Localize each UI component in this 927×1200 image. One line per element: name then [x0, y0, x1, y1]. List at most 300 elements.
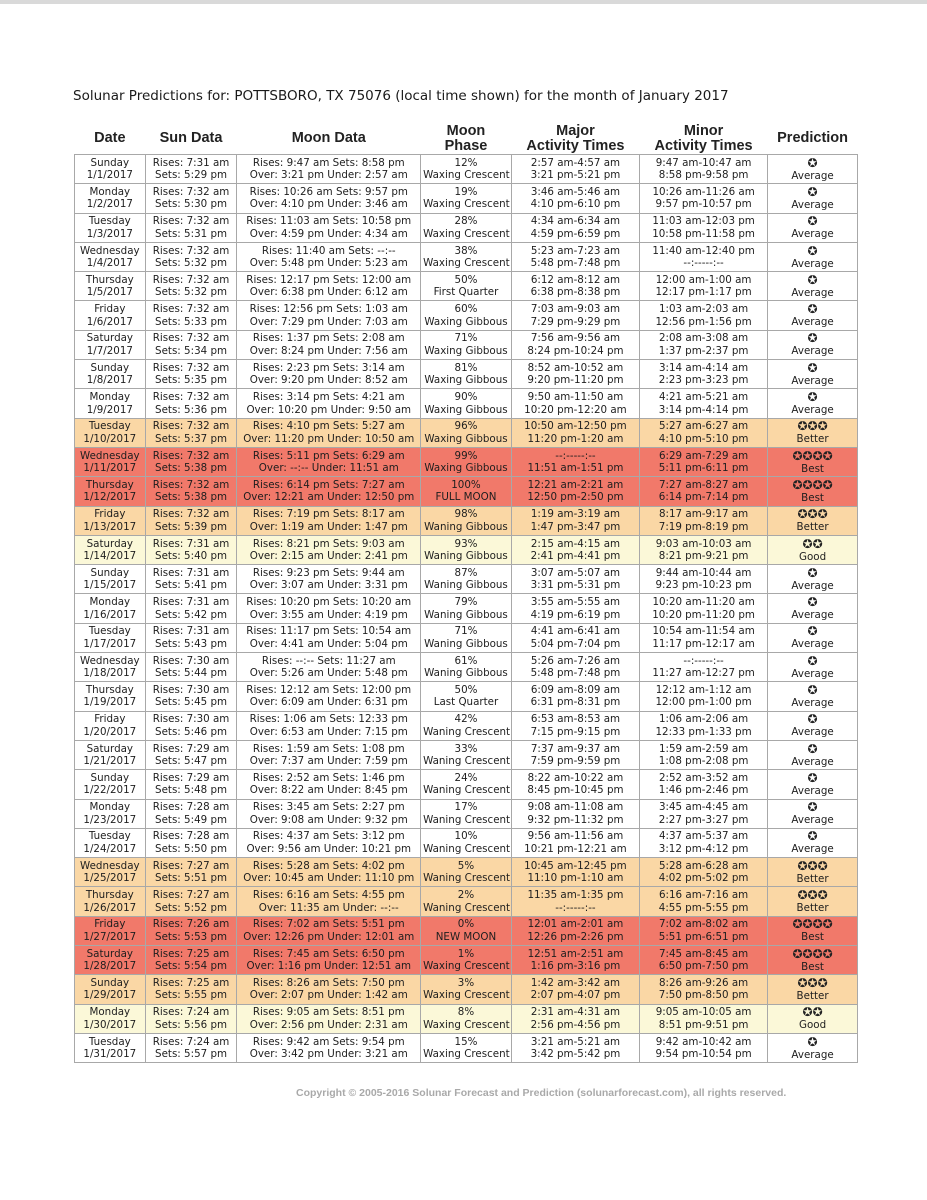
moon-phase: Waxing Crescent — [423, 198, 510, 211]
date: 1/23/2017 — [83, 813, 137, 826]
minor-time-1: 10:54 am-11:54 am — [652, 625, 755, 638]
major-cell — [511, 916, 639, 945]
phase-cell — [421, 682, 512, 711]
moon-rise-set: Rises: 1:59 am Sets: 1:08 pm — [252, 742, 405, 755]
rating-stars-icon: ✪ — [807, 653, 818, 668]
sunrise: Rises: 7:32 am — [152, 361, 230, 374]
moon-phase: Waxing Crescent — [423, 989, 510, 1002]
sunset: Sets: 5:54 pm — [155, 960, 228, 973]
sunrise: Rises: 7:24 am — [152, 1006, 230, 1019]
page-title: Solunar Predictions for: POTTSBORO, TX 75076 (local time shown) for the month of January 2017 — [73, 88, 729, 104]
phase-cell — [421, 360, 512, 389]
moon-cell — [237, 623, 421, 652]
moon-rise-set: Rises: 5:11 pm Sets: 6:29 am — [252, 449, 405, 462]
day-of-week: Sunday — [90, 156, 130, 169]
minor-time-2: 2:27 pm-3:27 pm — [658, 813, 749, 826]
moon-rise-set: Rises: 2:52 am Sets: 1:46 pm — [252, 771, 405, 784]
day-cell — [75, 272, 146, 301]
major-time-1: 7:03 am-9:03 am — [530, 303, 621, 316]
day-cell — [75, 477, 146, 506]
major-time-2: 7:29 pm-9:29 pm — [530, 315, 621, 328]
date: 1/22/2017 — [83, 784, 137, 797]
prediction-cell — [768, 711, 858, 740]
moon-cell — [237, 711, 421, 740]
phase-cell — [421, 594, 512, 623]
minor-time-1: 9:42 am-10:42 am — [655, 1035, 752, 1048]
rating-label: Average — [791, 198, 834, 211]
major-cell — [511, 623, 639, 652]
moon-illumination: 50% — [454, 273, 478, 286]
minor-time-1: 7:45 am-8:45 am — [658, 947, 749, 960]
moon-phase: Waxing Gibbous — [424, 403, 508, 416]
prediction-cell — [768, 242, 858, 271]
sunset: Sets: 5:53 pm — [155, 930, 228, 943]
phase-cell — [421, 946, 512, 975]
rating-label: Best — [801, 960, 824, 973]
sun-cell — [145, 360, 237, 389]
rating-stars-icon: ✪✪✪✪ — [792, 917, 833, 932]
moon-rise-set: Rises: 7:02 am Sets: 5:51 pm — [252, 918, 405, 931]
sunrise: Rises: 7:26 am — [152, 918, 230, 931]
major-time-1: 4:34 am-6:34 am — [530, 215, 621, 228]
rating-stars-icon: ✪ — [807, 741, 818, 756]
rating-stars-icon: ✪✪ — [802, 536, 823, 551]
prediction-cell — [768, 682, 858, 711]
moon-phase: Waning Gibbous — [424, 550, 508, 562]
phase-cell — [421, 301, 512, 330]
day-cell — [75, 653, 146, 682]
prediction-cell — [768, 330, 858, 359]
moon-over-under: Over: 8:22 am Under: 8:45 pm — [249, 784, 408, 797]
major-cell — [511, 565, 639, 594]
minor-time-2: 9:57 pm-10:57 pm — [655, 198, 752, 211]
moon-over-under: Over: 2:15 am Under: 2:41 pm — [249, 550, 408, 562]
day-of-week: Sunday — [90, 361, 130, 374]
phase-cell — [421, 799, 512, 828]
minor-time-2: 7:50 pm-8:50 pm — [658, 989, 749, 1002]
sun-cell — [145, 682, 237, 711]
rating-stars-icon: ✪✪✪✪ — [792, 946, 833, 961]
major-cell — [511, 213, 639, 242]
major-time-2: 3:42 pm-5:42 pm — [530, 1048, 621, 1061]
moon-rise-set: Rises: 12:17 pm Sets: 12:00 am — [246, 273, 412, 286]
minor-time-2: 3:14 pm-4:14 pm — [658, 403, 749, 416]
day-of-week: Wednesday — [80, 449, 140, 462]
header-moon-data: Moon Data — [291, 129, 366, 146]
sunrise: Rises: 7:29 am — [152, 771, 230, 784]
moon-illumination: 8% — [457, 1006, 475, 1019]
rating-stars-icon: ✪✪✪ — [797, 888, 828, 903]
major-time-1: 2:57 am-4:57 am — [530, 156, 621, 169]
moon-over-under: Over: 9:08 am Under: 9:32 pm — [249, 813, 408, 826]
day-cell — [75, 535, 146, 564]
minor-time-1: 1:03 am-2:03 am — [658, 303, 749, 316]
rating-stars-icon: ✪ — [807, 829, 818, 844]
moon-over-under: Over: 2:56 pm Under: 2:31 am — [249, 1018, 408, 1031]
moon-over-under: Over: 3:07 am Under: 3:31 pm — [249, 579, 408, 592]
table-row — [75, 975, 858, 1004]
minor-time-2: 7:19 pm-8:19 pm — [658, 520, 749, 533]
major-time-1: 1:42 am-3:42 am — [530, 976, 621, 989]
rating-label: Average — [791, 1048, 834, 1061]
day-cell — [75, 1033, 146, 1062]
minor-time-2: 8:58 pm-9:58 pm — [658, 169, 749, 182]
header-date: Date — [94, 129, 126, 146]
minor-time-1: 8:26 am-9:26 am — [658, 976, 749, 989]
sunset: Sets: 5:38 pm — [155, 462, 228, 475]
table-row — [75, 682, 858, 711]
minor-cell — [640, 242, 768, 271]
prediction-cell — [768, 506, 858, 535]
header-major-line2: Activity Times — [526, 138, 625, 154]
moon-over-under: Over: 6:38 pm Under: 6:12 am — [249, 286, 408, 299]
sunset: Sets: 5:32 pm — [155, 257, 228, 270]
minor-time-1: 2:52 am-3:52 am — [658, 771, 749, 784]
date: 1/15/2017 — [83, 579, 137, 592]
major-time-1: 11:35 am-1:35 pm — [527, 889, 624, 902]
minor-time-2: 12:17 pm-1:17 pm — [655, 286, 752, 299]
minor-cell — [640, 213, 768, 242]
sunset: Sets: 5:41 pm — [155, 579, 228, 592]
moon-phase: Waning Crescent — [423, 784, 511, 797]
major-cell — [511, 477, 639, 506]
rating-stars-icon: ✪ — [807, 302, 818, 317]
sunset: Sets: 5:50 pm — [155, 842, 228, 855]
major-cell — [511, 242, 639, 271]
prediction-cell — [768, 623, 858, 652]
major-cell — [511, 975, 639, 1004]
table-row — [75, 242, 858, 271]
moon-phase: Waxing Gibbous — [424, 344, 508, 357]
moon-rise-set: Rises: 4:10 pm Sets: 5:27 am — [252, 420, 405, 433]
phase-cell — [421, 740, 512, 769]
major-time-1: 1:19 am-3:19 am — [530, 508, 621, 521]
major-cell — [511, 447, 639, 476]
minor-time-2: 5:11 pm-6:11 pm — [658, 462, 749, 475]
minor-cell — [640, 389, 768, 418]
major-cell — [511, 360, 639, 389]
moon-over-under: Over: 1:19 am Under: 1:47 pm — [249, 520, 408, 533]
rating-label: Average — [791, 814, 834, 827]
day-of-week: Tuesday — [88, 625, 131, 638]
date: 1/19/2017 — [83, 696, 137, 709]
phase-cell — [421, 623, 512, 652]
date: 1/31/2017 — [83, 1048, 137, 1061]
day-of-week: Tuesday — [88, 420, 131, 433]
moon-over-under: Over: 3:42 pm Under: 3:21 am — [249, 1048, 408, 1061]
moon-cell — [237, 740, 421, 769]
phase-cell — [421, 770, 512, 799]
minor-time-1: 8:17 am-9:17 am — [658, 508, 749, 521]
day-cell — [75, 155, 146, 184]
minor-time-1: --:-----:-- — [683, 654, 724, 667]
moon-rise-set: Rises: 9:23 pm Sets: 9:44 am — [252, 566, 405, 579]
minor-time-1: 5:27 am-6:27 am — [658, 420, 749, 433]
moon-cell — [237, 506, 421, 535]
day-of-week: Monday — [89, 1006, 131, 1019]
sunrise: Rises: 7:32 am — [152, 508, 230, 521]
major-cell — [511, 506, 639, 535]
sun-cell — [145, 565, 237, 594]
major-time-1: 12:51 am-2:51 am — [527, 947, 624, 960]
moon-over-under: Over: 3:21 pm Under: 2:57 am — [249, 169, 408, 182]
major-cell — [511, 770, 639, 799]
date: 1/4/2017 — [86, 257, 133, 270]
table-row — [75, 858, 858, 887]
sunrise: Rises: 7:28 am — [152, 830, 230, 843]
minor-time-2: 6:14 pm-7:14 pm — [658, 491, 749, 504]
sun-cell — [145, 535, 237, 564]
moon-illumination: 71% — [454, 625, 478, 638]
sunset: Sets: 5:56 pm — [155, 1018, 228, 1031]
date: 1/25/2017 — [83, 872, 137, 885]
sun-cell — [145, 155, 237, 184]
moon-illumination: 33% — [454, 742, 478, 755]
day-cell — [75, 711, 146, 740]
date: 1/17/2017 — [83, 637, 137, 650]
sun-cell — [145, 242, 237, 271]
day-cell — [75, 506, 146, 535]
minor-time-2: 1:37 pm-2:37 pm — [658, 344, 749, 357]
major-time-1: 9:50 am-11:50 am — [527, 391, 624, 404]
moon-cell — [237, 653, 421, 682]
rating-stars-icon: ✪ — [807, 682, 818, 697]
phase-cell — [421, 155, 512, 184]
sunset: Sets: 5:32 pm — [155, 286, 228, 299]
phase-cell — [421, 330, 512, 359]
moon-illumination: 90% — [454, 391, 478, 404]
rating-label: Average — [791, 169, 834, 182]
sunset: Sets: 5:30 pm — [155, 198, 228, 211]
moon-illumination: 99% — [454, 449, 478, 462]
major-time-1: 6:53 am-8:53 am — [530, 713, 621, 726]
moon-rise-set: Rises: 11:03 am Sets: 10:58 pm — [246, 215, 412, 228]
moon-illumination: 60% — [454, 303, 478, 316]
phase-cell — [421, 447, 512, 476]
major-time-2: 8:24 pm-10:24 pm — [527, 344, 624, 357]
minor-time-2: 2:23 pm-3:23 pm — [658, 374, 749, 387]
sun-cell — [145, 858, 237, 887]
day-cell — [75, 301, 146, 330]
phase-cell — [421, 418, 512, 447]
major-cell — [511, 418, 639, 447]
major-cell — [511, 946, 639, 975]
moon-phase: Waning Crescent — [423, 872, 511, 885]
sunrise: Rises: 7:30 am — [152, 713, 230, 726]
moon-phase: Waning Crescent — [423, 842, 511, 855]
phase-cell — [421, 184, 512, 213]
header-major-activity — [511, 118, 639, 155]
prediction-cell — [768, 360, 858, 389]
minor-time-1: 7:27 am-8:27 am — [658, 478, 749, 491]
sunset: Sets: 5:55 pm — [155, 989, 228, 1002]
rating-label: Average — [791, 638, 834, 651]
rating-label: Best — [801, 462, 824, 475]
sunset: Sets: 5:45 pm — [155, 696, 228, 709]
day-of-week: Tuesday — [88, 830, 131, 843]
minor-time-1: 5:28 am-6:28 am — [658, 859, 749, 872]
major-time-2: 7:15 pm-9:15 pm — [530, 725, 621, 738]
rating-label: Average — [791, 228, 834, 241]
minor-cell — [640, 682, 768, 711]
day-of-week: Monday — [89, 391, 131, 404]
header-moon-phase-line1: Moon — [446, 123, 486, 139]
moon-illumination: 15% — [454, 1035, 478, 1048]
sunrise: Rises: 7:31 am — [152, 625, 230, 638]
major-time-2: 7:59 pm-9:59 pm — [530, 755, 621, 768]
major-cell — [511, 1033, 639, 1062]
major-time-2: 6:38 pm-8:38 pm — [530, 286, 621, 299]
sun-cell — [145, 799, 237, 828]
moon-illumination: 12% — [454, 156, 478, 169]
rating-stars-icon: ✪ — [807, 243, 818, 258]
sunrise: Rises: 7:32 am — [152, 478, 230, 491]
moon-cell — [237, 184, 421, 213]
sun-cell — [145, 1004, 237, 1033]
header-minor-activity — [640, 118, 768, 155]
minor-time-1: 10:26 am-11:26 am — [652, 185, 755, 198]
moon-over-under: Over: 9:56 am Under: 10:21 pm — [246, 842, 412, 855]
day-of-week: Wednesday — [80, 244, 140, 257]
minor-time-2: 9:23 pm-10:23 pm — [655, 579, 752, 592]
header-minor-line2: Activity Times — [654, 138, 753, 154]
major-time-2: --:-----:-- — [555, 901, 596, 914]
table-row — [75, 506, 858, 535]
minor-cell — [640, 770, 768, 799]
minor-time-2: 11:27 am-12:27 pm — [652, 667, 755, 680]
minor-cell — [640, 535, 768, 564]
sunrise: Rises: 7:32 am — [152, 244, 230, 257]
table-row — [75, 1033, 858, 1062]
date: 1/29/2017 — [83, 989, 137, 1002]
rating-stars-icon: ✪ — [807, 390, 818, 405]
minor-cell — [640, 565, 768, 594]
moon-cell — [237, 477, 421, 506]
table-row — [75, 360, 858, 389]
moon-phase: Waning Crescent — [423, 901, 511, 914]
phase-cell — [421, 858, 512, 887]
moon-cell — [237, 272, 421, 301]
rating-stars-icon: ✪✪✪ — [797, 419, 828, 434]
rating-label: Better — [796, 521, 829, 534]
sun-cell — [145, 711, 237, 740]
minor-cell — [640, 506, 768, 535]
table-row — [75, 535, 858, 564]
moon-over-under: Over: 9:20 pm Under: 8:52 am — [249, 374, 408, 387]
moon-over-under: Over: 11:20 pm Under: 10:50 am — [243, 432, 415, 445]
sunset: Sets: 5:51 pm — [155, 872, 228, 885]
major-time-1: --:-----:-- — [555, 449, 596, 462]
date: 1/18/2017 — [83, 667, 137, 680]
moon-phase: Waxing Crescent — [423, 169, 510, 182]
moon-over-under: Over: 3:55 am Under: 4:19 pm — [249, 608, 408, 621]
prediction-cell — [768, 916, 858, 945]
date: 1/7/2017 — [86, 344, 133, 357]
minor-time-1: 3:14 am-4:14 am — [658, 361, 749, 374]
day-of-week: Tuesday — [88, 215, 131, 228]
table-row — [75, 477, 858, 506]
moon-illumination: 5% — [457, 859, 475, 872]
header-minor-line1: Minor — [683, 123, 724, 139]
day-of-week: Sunday — [90, 976, 130, 989]
sunset: Sets: 5:48 pm — [155, 784, 228, 797]
sun-cell — [145, 389, 237, 418]
major-time-2: 11:20 pm-1:20 am — [527, 432, 624, 445]
day-cell — [75, 213, 146, 242]
moon-illumination: 61% — [454, 654, 478, 667]
sun-cell — [145, 418, 237, 447]
minor-time-1: 11:03 am-12:03 pm — [652, 215, 755, 228]
moon-phase: First Quarter — [433, 286, 499, 299]
moon-illumination: 81% — [454, 361, 478, 374]
moon-phase: Waning Gibbous — [424, 637, 508, 650]
sunset: Sets: 5:43 pm — [155, 637, 228, 650]
header-prediction: Prediction — [777, 129, 849, 146]
header-sun-data: Sun Data — [159, 129, 223, 146]
phase-cell — [421, 242, 512, 271]
moon-cell — [237, 1033, 421, 1062]
date: 1/9/2017 — [86, 403, 133, 416]
rating-stars-icon: ✪ — [807, 624, 818, 639]
sunrise: Rises: 7:32 am — [152, 303, 230, 316]
moon-cell — [237, 682, 421, 711]
prediction-cell — [768, 594, 858, 623]
sun-cell — [145, 506, 237, 535]
date: 1/21/2017 — [83, 755, 137, 768]
rating-stars-icon: ✪ — [807, 184, 818, 199]
moon-cell — [237, 389, 421, 418]
moon-cell — [237, 1004, 421, 1033]
date: 1/2/2017 — [86, 198, 133, 211]
day-of-week: Thursday — [85, 683, 134, 696]
prediction-cell — [768, 858, 858, 887]
moon-illumination: 2% — [457, 889, 475, 902]
major-time-1: 5:23 am-7:23 am — [530, 244, 621, 257]
date: 1/11/2017 — [83, 462, 137, 475]
sun-cell — [145, 184, 237, 213]
sun-cell — [145, 916, 237, 945]
sun-cell — [145, 447, 237, 476]
day-of-week: Monday — [89, 801, 131, 814]
sunrise: Rises: 7:32 am — [152, 420, 230, 433]
major-time-1: 2:15 am-4:15 am — [530, 537, 621, 550]
major-cell — [511, 594, 639, 623]
rating-label: Average — [791, 667, 834, 680]
major-time-1: 8:52 am-10:52 am — [527, 361, 624, 374]
rating-stars-icon: ✪ — [807, 770, 818, 785]
moon-over-under: Over: 4:41 am Under: 5:04 pm — [249, 637, 408, 650]
rating-label: Average — [791, 609, 834, 622]
minor-cell — [640, 1033, 768, 1062]
major-time-2: 10:20 pm-12:20 am — [524, 403, 627, 416]
rating-label: Average — [791, 579, 834, 592]
minor-time-1: 9:47 am-10:47 am — [655, 156, 752, 169]
moon-rise-set: Rises: 2:23 pm Sets: 3:14 am — [252, 361, 405, 374]
sunrise: Rises: 7:29 am — [152, 742, 230, 755]
major-time-2: 10:21 pm-12:21 am — [524, 842, 627, 855]
major-cell — [511, 330, 639, 359]
moon-rise-set: Rises: 7:19 pm Sets: 8:17 am — [252, 508, 405, 521]
day-of-week: Sunday — [90, 566, 130, 579]
major-time-1: 4:41 am-6:41 am — [530, 625, 621, 638]
moon-over-under: Over: 12:21 am Under: 12:50 pm — [243, 491, 415, 504]
date: 1/8/2017 — [86, 374, 133, 387]
moon-rise-set: Rises: 10:26 am Sets: 9:57 pm — [249, 185, 408, 198]
day-of-week: Saturday — [86, 947, 134, 960]
table-row — [75, 155, 858, 184]
rating-label: Best — [801, 491, 824, 504]
minor-time-2: 1:46 pm-2:46 pm — [658, 784, 749, 797]
